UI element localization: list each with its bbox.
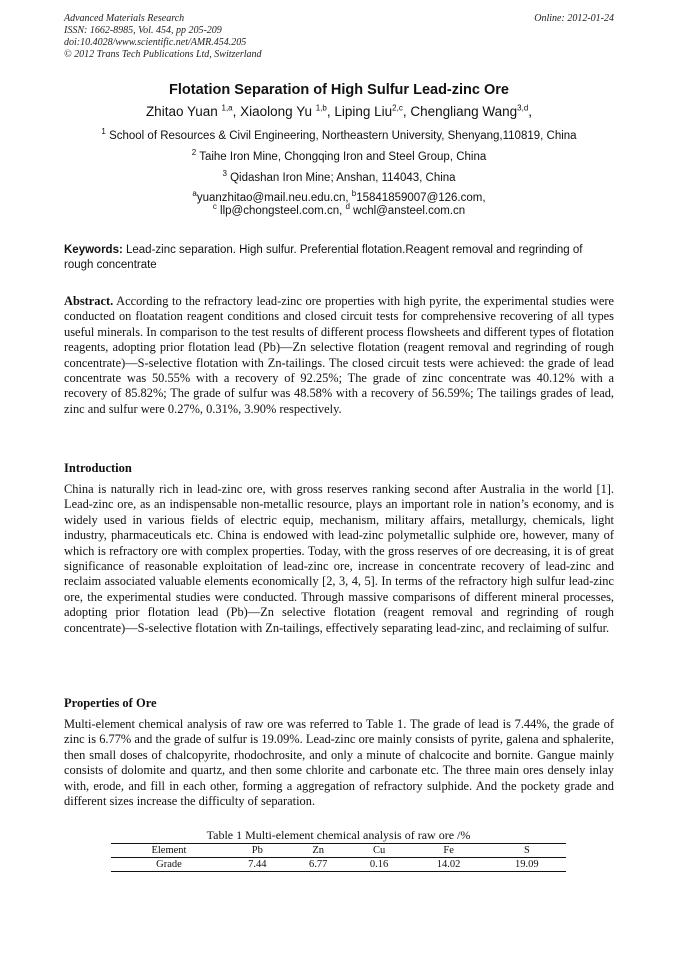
introduction-heading: Introduction <box>64 461 132 475</box>
title-block <box>40 80 638 218</box>
abstract-text: According to the refractory lead-zinc ore properties with high pyrite, the experimental studies were conducted on floatation reagent conditions and closed circuit tests for comprehensive recovering of all types useful minerals. In comparison to the test results of different process flowsheets and different types of flotation reagents, adopting prior flotation lead (Pb)—Zn selective flotation (reagent removal and regrinding of rough concentrate)—S-selective flotation with Zn-tailings. The closed circuit tests were achieved: the grade of lead concentrate was 50.55% with a recovery of 92.25%; The grade of zinc concentrate was 40.12% with a recovery of 85.82%; The grade of sulfur was 48.58% with a recovery of 56.59%; The tailings grades of lead, zinc and sulfur were 0.27%, 0.31%, 3.90% respectively. <box>64 294 614 416</box>
table-cell: 19.09 <box>515 859 539 870</box>
journal-name: Advanced Materials Research <box>64 13 185 24</box>
table-row <box>111 858 566 872</box>
affiliation-sup: 1 <box>101 127 106 137</box>
email-line-1 <box>40 189 638 205</box>
author-sup: 3,d <box>517 103 529 113</box>
affiliation-3 <box>40 170 638 186</box>
author-name: Xiaolong Yu <box>240 104 316 119</box>
journal-info <box>64 13 614 61</box>
email-sup: c <box>212 202 217 212</box>
issn-line: ISSN: 1662-8985, Vol. 454, pp 205-209 <box>64 25 222 36</box>
chemical-analysis-table <box>111 843 566 872</box>
abstract <box>64 294 614 417</box>
table-1 <box>111 828 566 872</box>
table-header-cell: S <box>523 845 530 856</box>
affiliation-text: Qidashan Iron Mine; Anshan, 114043, China <box>230 172 456 184</box>
affiliation-sup: 3 <box>222 169 227 179</box>
author-sup: 1,b <box>315 103 327 113</box>
table-cell: 6.77 <box>309 859 328 870</box>
email-c[interactable]: llp@chongsteel.com.cn, <box>216 205 346 217</box>
author-sep: , <box>326 104 335 119</box>
properties-text: Multi-element chemical analysis of raw ore was referred to Table 1. The grade of lead is 7.44%, the grade of zinc is 6.77% and the grade of sulfur is 19.09%. Lead-zinc ore mainly consists of pyrite, galena and sphalerite, then small doses of chalcopyrite, rhodochrosite, and only a minute of chalcocite and bornite. Gangue mainly consists of dolomite and quartz, and then some chlorite and carbonate etc. The three main ores densely inlay with, erode, and fill in each other, forming a aggregation of refractory sulphide. And the pockety grade and different sizes increase the difficulty of separation. <box>64 717 614 809</box>
abstract-label: Abstract. <box>64 294 114 308</box>
email-b[interactable]: 15841859007@126.com, <box>356 192 486 204</box>
affiliation-2 <box>40 149 638 165</box>
author-sep: , <box>528 104 533 119</box>
email-line-2 <box>40 202 638 218</box>
author-sup: 1,a <box>221 103 233 113</box>
table-header-cell: Cu <box>372 845 386 856</box>
email-sup: a <box>192 189 197 199</box>
introduction-text: China is naturally rich in lead-zinc ore, with gross reserves ranking second after Australia in the world [1]. Lead-zinc ore, as an indispensable non-metallic resource, plays an important role in nation’s economy, and is widely used in various fields of electric equip, mechanism, military affairs, metallurgy, chemicals, light industry, pharmaceuticals etc. China is endowed with lead-zinc polymetallic sulphide ore, however, many of which is refractory ore with complex properties. Today, with the gross reserves of ore decreasing, it is of great significance of reasonable exploitation of lead-zinc ore, increase in concentrate recovery of lead-zinc and reclaim associated valuable elements economically [2, 3, 4, 5]. In terms of the refractory high sulfur lead-zinc ore, the experimental studies were conducted. Through massive comparisons of different mineral processes, adopting prior flotation lead (Pb)—Zn selective flotation (reagent removal and regrinding of rough concentrate)—S-selective flotation with Zn-tailings, effectively separating lead-zinc, and reclaiming of sulfur. <box>64 482 614 635</box>
table-header-cell: Fe <box>443 845 454 856</box>
doi-line: doi:10.4028/www.scientific.net/AMR.454.205 <box>64 37 247 48</box>
author-name: Zhitao Yuan <box>145 104 222 119</box>
table-header-cell: Zn <box>312 845 325 856</box>
keywords <box>64 243 614 273</box>
table-cell: Grade <box>156 859 182 870</box>
online-date: Online: 2012-01-24 <box>534 13 614 24</box>
email-sup: d <box>345 202 350 212</box>
email-a[interactable]: yuanzhitao@mail.neu.edu.cn, <box>196 192 352 204</box>
author-name: Chengliang Wang <box>410 104 518 119</box>
table-header-row <box>111 844 566 858</box>
email-d[interactable]: wchl@ansteel.com.cn <box>349 205 466 217</box>
table-caption: Table 1 Multi-element chemical analysis of raw ore /% <box>206 828 471 842</box>
table-cell: 7.44 <box>248 859 267 870</box>
email-sup: b <box>351 189 357 199</box>
journal-header <box>64 13 614 61</box>
affiliation-sup: 2 <box>191 148 197 158</box>
affiliation-text: Taihe Iron Mine, Chongqing Iron and Steel Group, China <box>199 151 487 163</box>
author-name: Liping Liu <box>334 104 393 119</box>
email-block <box>40 189 638 218</box>
author-sep: , <box>402 104 411 119</box>
keywords-label: Keywords: <box>64 244 123 256</box>
table-header-cell: Pb <box>251 845 263 856</box>
properties-heading: Properties of Ore <box>64 696 157 710</box>
author-sep: , <box>232 104 241 119</box>
copyright-line: © 2012 Trans Tech Publications Ltd, Switzerland <box>64 49 262 60</box>
table-cell: 0.16 <box>369 859 389 870</box>
table-cell: 14.02 <box>436 859 461 870</box>
table-header-cell: Element <box>151 845 187 856</box>
author-sup: 2,c <box>392 103 403 113</box>
affiliation-text: School of Resources & Civil Engineering, Northeastern University, Shenyang,110819, China <box>109 130 577 142</box>
keywords-text: Lead-zinc separation. High sulfur. Preferential flotation.Reagent removal and regrinding of rough concentrate <box>64 244 583 271</box>
paper-title: Flotation Separation of High Sulfur Lead-zinc Ore <box>169 82 509 98</box>
affiliation-1 <box>40 128 638 144</box>
author-list <box>40 101 638 123</box>
